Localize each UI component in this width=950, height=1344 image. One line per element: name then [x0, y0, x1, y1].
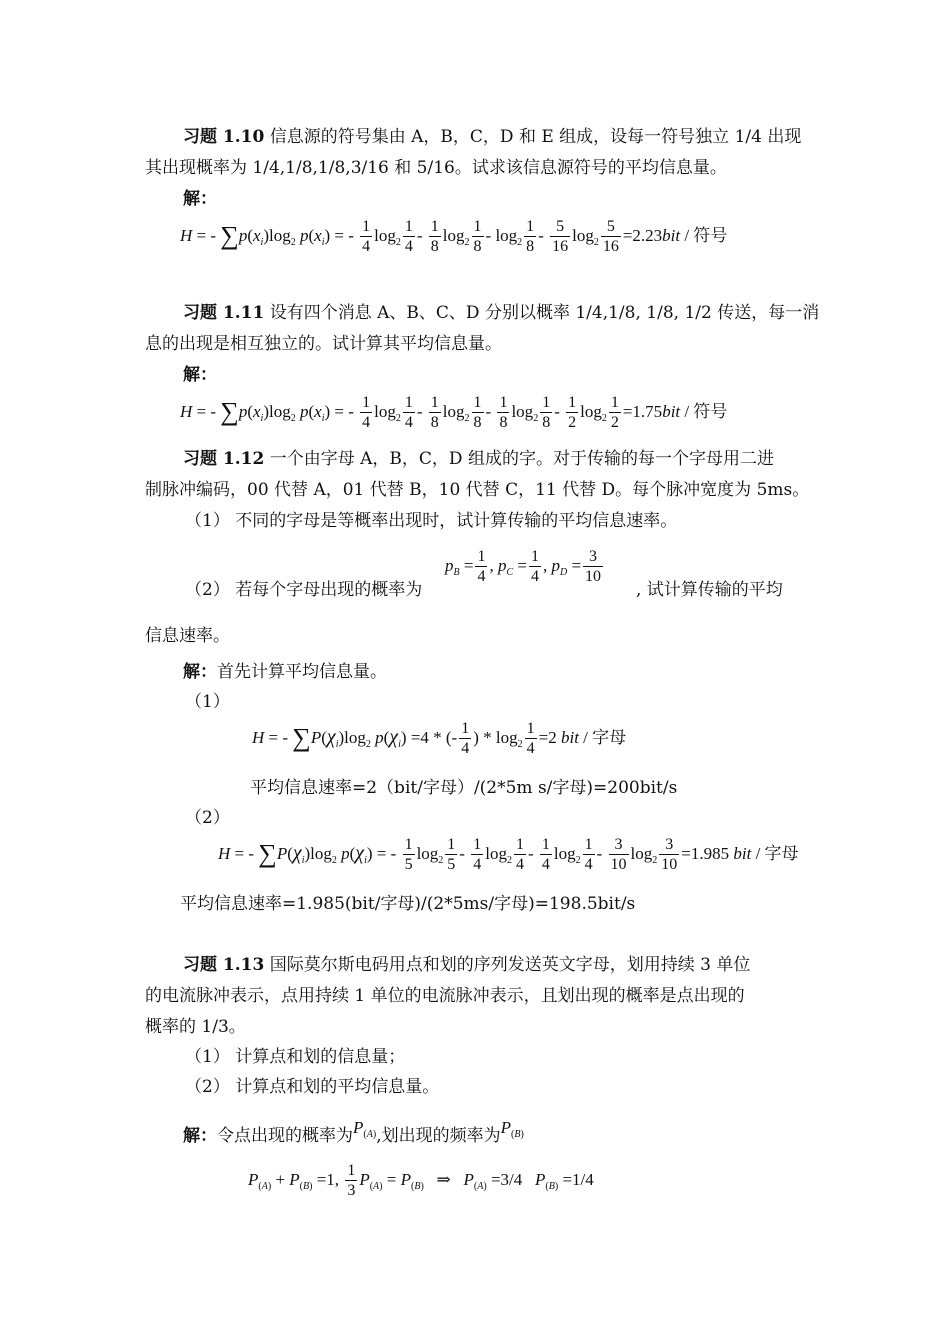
problem-1-12-item2: （2） 若每个字母出现的概率为 — [185, 580, 423, 600]
solution-label-1-13: 解： — [183, 1126, 217, 1146]
problem-1-12-item2-tail: , 试计算传输的平均 — [636, 580, 783, 600]
problem-1-12-text: 一个由字母 A，B，C，D 组成的字。对于传输的每一个字母用二进 — [264, 449, 774, 469]
problem-1-12-line2: 制脉冲编码，00 代替 A，01 代替 B，10 代替 C，11 代替 D。每个脉冲宽度为 5ms。 — [145, 480, 810, 500]
solution-1-12-intro — [183, 660, 387, 684]
probabilities-inline: $p_B$ = $\frac{1}{4}$ , $p_C$ = $\frac{1}{4}$ , $p_D$ = $\frac{3}{10}$ — [445, 548, 602, 585]
problem-1-11-text: 设有四个消息 A、B、C、D 分别以概率 1/4,1/8, 1/8, 1/2 传送，每一消 — [264, 303, 820, 323]
problem-1-11-line1 — [183, 301, 819, 325]
problem-1-13-line3: 概率的 1/3。 — [145, 1017, 246, 1037]
equation-1-13: $P_{(A)} + P_{(B)} =1$, $\frac{1}{3}$ $P_{(A)} = P_{(B)}$ ⇒ $P_{(A)} =3/4$ $P_{(B)} =1/4$ — [248, 1162, 594, 1199]
problem-1-12-item1: （1） 不同的字母是等概率出现时，试计算传输的平均信息速率。 — [185, 511, 678, 531]
problem-1-13-line1 — [183, 953, 750, 977]
problem-1-10-title: 习题 1.10 — [183, 127, 265, 147]
solution-label-1-11: 解： — [183, 365, 217, 385]
solution-label-1-12: 解： — [183, 662, 217, 682]
equation-1-12-part2: H = - $\sum P(\chi_i)\log_2$ $p(\chi_i)$ = - $\frac{1}{5}$ $\log_2$ $\frac{1}{5}$ - $\frac{1}{4}$ $\log_2$ $\frac{1}{4}$ - $\frac{1}{4}$ $\log_2$ $\frac{1}{4}$ - $\frac{3}{10}$ $\log_2$ $\frac{3}{10}$ =1.985 bit / 字母 — [218, 836, 799, 873]
problem-1-10-text: 信息源的符号集由 A，B，C，D 和 E 组成，设每一符号独立 1/4 出现 — [264, 127, 802, 147]
problem-1-12-item2-cont: 信息速率。 — [145, 626, 230, 646]
unit-symbol: / 符号 — [680, 225, 728, 245]
problem-1-13-item2: （2） 计算点和划的平均信息量。 — [185, 1077, 440, 1097]
result-1-12-part1: =2 — [538, 727, 557, 747]
unit-bit: bit — [662, 401, 681, 421]
problem-1-13-item1: （1） 计算点和划的信息量； — [185, 1047, 406, 1067]
part-2-label: （2） — [185, 808, 230, 828]
problem-1-13-text: 国际莫尔斯电码用点和划的序列发送英文字母，划用持续 3 单位 — [264, 955, 751, 975]
equation-1-12-part1: H = - $\sum P(\chi_i)\log_2$ $p(\chi_i) =4$ * (- $\frac{1}{4}$ ) * $\log_2$ $\frac{1}{4}$ =2 bit / 字母 — [252, 720, 627, 757]
rate-2: 平均信息速率=1.985(bit/字母)/(2*5ms/字母)=198.5bit/s — [180, 894, 636, 914]
problem-1-13-title: 习题 1.13 — [183, 955, 265, 975]
implies-arrow-icon: ⇒ — [436, 1169, 451, 1189]
problem-1-12-title: 习题 1.12 — [183, 449, 265, 469]
solution-text-1-12: 首先计算平均信息量。 — [217, 662, 387, 682]
problem-1-11-line2: 息的出现是相互独立的。试计算其平均信息量。 — [145, 334, 502, 354]
unit-symbol: / 符号 — [680, 401, 728, 421]
problem-1-11-title: 习题 1.11 — [183, 303, 265, 323]
result-1-12-part2: =1.985 — [681, 843, 730, 863]
part-1-label: （1） — [185, 692, 230, 712]
equation-1-10: H = - $\sum p(x_i)\log_2$ $p(x_i)$ = - $\frac{1}{4}$ $\log_2$ $\frac{1}{4}$ - $\frac{1}{8}$ $\log_2$ $\frac{1}{8}$ - $\log_2$ $\frac{1}{8}$ - $\frac{5}{16}$ $\log_2$ $\frac{5}{16}$ =2.23bit / 符号 — [180, 218, 728, 255]
problem-1-10-line1 — [183, 125, 801, 149]
solution-1-13-intro: 解：令点出现的概率为$P_{(A)}$,划出现的频率为$P_{(B)}$ — [183, 1118, 524, 1146]
solution-label-1-10: 解： — [183, 189, 217, 209]
rate-1: 平均信息速率=2（bit/字母）/(2*5m s/字母)=200bit/s — [250, 778, 678, 798]
problem-1-12-line1 — [183, 447, 774, 471]
result-1-10: =2.23 — [622, 225, 663, 245]
unit-bit: bit — [662, 225, 681, 245]
result-1-11: =1.75 — [622, 401, 663, 421]
problem-1-10-line2: 其出现概率为 1/4,1/8,1/8,3/16 和 5/16。试求该信息源符号的平均信息量。 — [145, 158, 727, 178]
equation-1-11: H = - $\sum p(x_i)\log_2$ $p(x_i)$ = - $\frac{1}{4}$ $\log_2$ $\frac{1}{4}$ - $\frac{1}{8}$ $\log_2$ $\frac{1}{8}$ - $\frac{1}{8}$ $\log_2$ $\frac{1}{8}$ - $\frac{1}{2}$ $\log_2$ $\frac{1}{2}$ =1.75bit / 符号 — [180, 394, 728, 431]
problem-1-13-line2: 的电流脉冲表示，点用持续 1 单位的电流脉冲表示，且划出现的概率是点出现的 — [145, 986, 745, 1006]
